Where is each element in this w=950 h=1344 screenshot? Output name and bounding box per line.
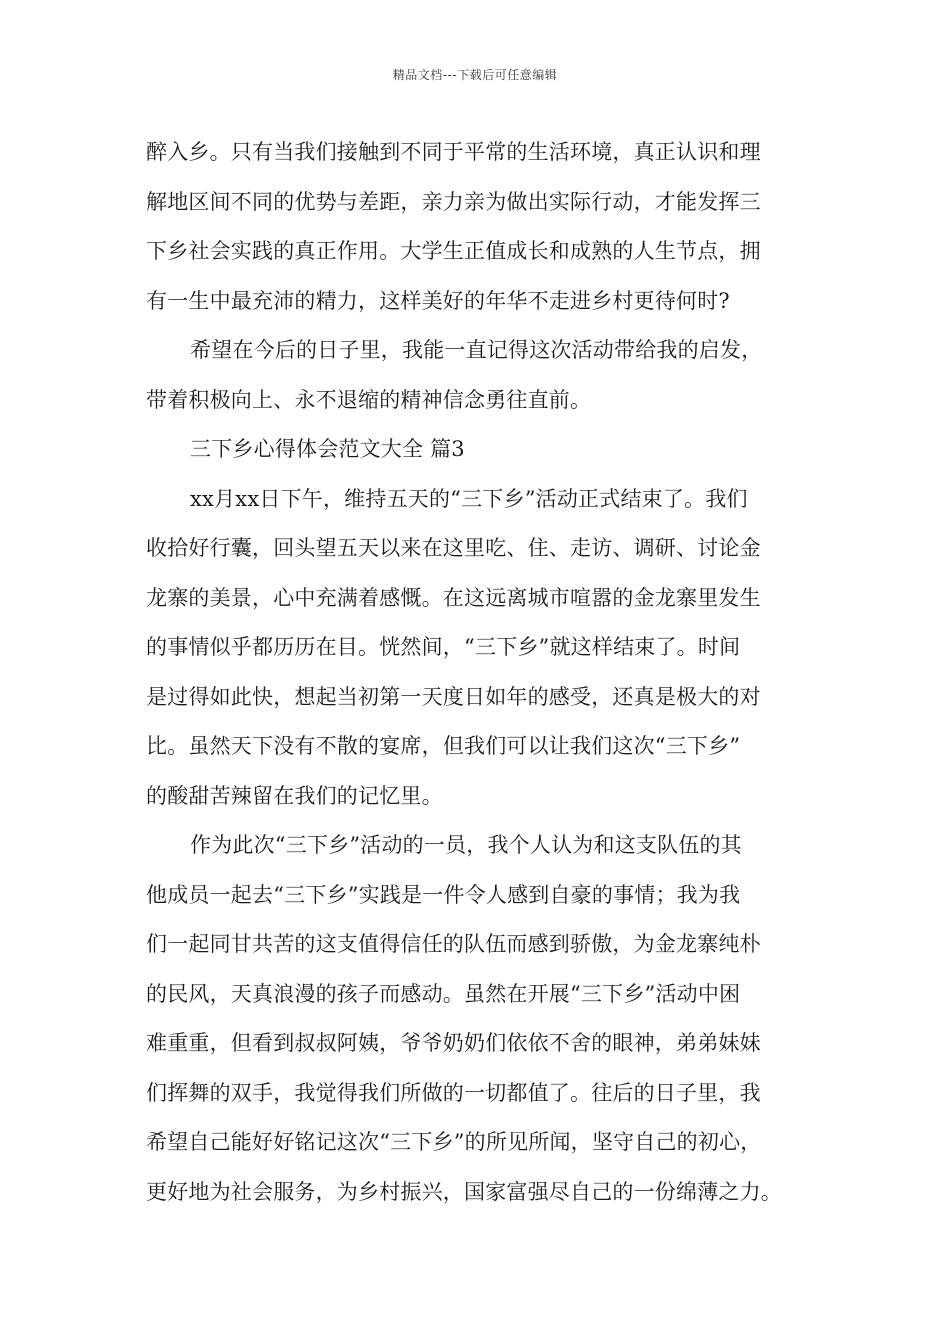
text-line: 的民风，天真浪漫的孩子而感动。虽然在开展“三下乡”活动中困: [146, 981, 741, 1006]
text-line: 有一生中最充沛的精力，这样美好的年华不走进乡村更待何时?: [146, 288, 730, 313]
page-header-note: 精品文档---下载后可任意编辑: [392, 68, 558, 82]
text-line: 的事情似乎都历历在目。恍然间，“三下乡”就这样结束了。时间: [146, 635, 741, 659]
text-line: xx月xx日下午，维持五天的“三下乡”活动正式结束了。我们: [190, 486, 748, 511]
text-line: 收拾好行囊，回头望五天以来在这里吃、住、走访、调研、讨论金: [146, 536, 761, 560]
text-line: 们挥舞的双手，我觉得我们所做的一切都值了。往后的日子里，我: [146, 1080, 761, 1105]
text-line: 希望自己能好好铭记这次“三下乡”的所见所闻，坚守自己的初心，: [146, 1130, 762, 1154]
text-line: 三下乡心得体会范文大全 篇3: [190, 437, 465, 461]
text-line: 的酸甜苦辣留在我们的记忆里。: [146, 783, 443, 808]
text-line: 解地区间不同的优势与差距，亲力亲为做出实际行动，才能发挥三: [146, 189, 761, 214]
text-line: 醉入乡。只有当我们接触到不同于平常的生活环境，真正认识和理: [146, 140, 761, 164]
text-line: 作为此次“三下乡”活动的一员，我个人认为和这支队伍的其: [190, 833, 742, 857]
text-line: 更好地为社会服务，为乡村振兴，国家富强尽自己的一份绵薄之力。: [146, 1179, 782, 1204]
text-line: 难重重，但看到叔叔阿姨，爷爷奶奶们依依不舍的眼神，弟弟妹妹: [146, 1031, 761, 1055]
document-body: [146, 128, 836, 1217]
text-line: 龙寨的美景，心中充满着感慨。在这远离城市喧嚣的金龙寨里发生: [146, 585, 761, 610]
text-line: 比。虽然天下没有不散的宴席，但我们可以让我们这次“三下乡”: [146, 734, 741, 758]
text-line: 是过得如此快，想起当初第一天度日如年的感受，还真是极大的对: [146, 684, 761, 709]
text-line: 他成员一起去“三下乡”实践是一件令人感到自豪的事情；我为我: [146, 882, 741, 907]
text-line: 希望在今后的日子里，我能一直记得这次活动带给我的启发，: [190, 338, 763, 362]
text-line: 们一起同甘共苦的这支值得信任的队伍而感到骄傲，为金龙寨纯朴: [146, 932, 761, 956]
text-line: 下乡社会实践的真正作用。大学生正值成长和成熟的人生节点，拥: [146, 239, 761, 263]
text-line: 带着积极向上、永不退缩的精神信念勇往直前。: [146, 387, 592, 412]
